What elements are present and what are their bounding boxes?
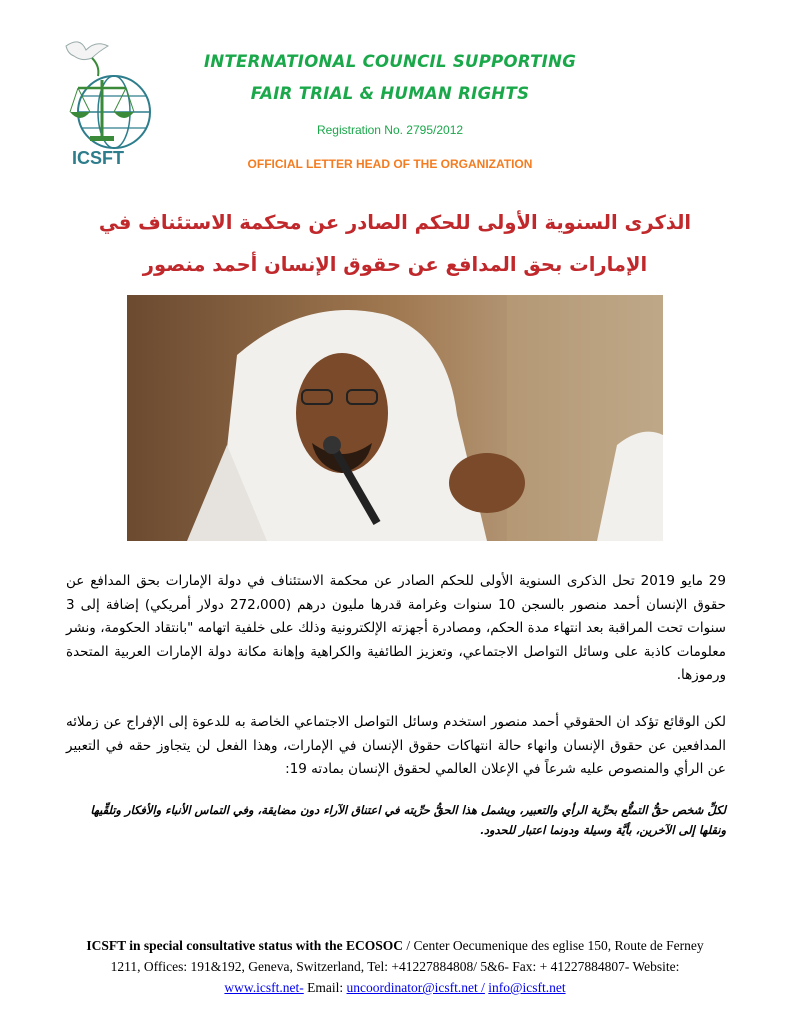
footer: [80, 935, 710, 998]
letterhead-label: OFFICIAL LETTER HEAD OF THE ORGANIZATION: [247, 157, 533, 171]
paragraph-2: لكن الوقائع تؤكد ان الحقوقي أحمد منصور استخدم وسائل التواصل الاجتماعي الخاصة به للدعوة إلى الإفراج عن زملائه المدافعين عن حقوق الإنسان وانهاء حالة انتهاكات حقوق الإنسان في الإمارات، وهذا الفعل لن يتجاوز حقه في التعبير عن الرأي والمنصوص عليه شرعاً في الإعلان العالمي لحقوق الإنسان بمادته 19:: [66, 714, 726, 777]
udhr-article-19-quote: لكلِّ شخص حقُّ التمتُّع بحرِّية الرأي والتعبير، ويشمل هذا الحقُّ حرِّيته في اعتناق الآراء دون مضايقة، وفي التماس الأنباء والأفكار وتلقِّيها ونقلها إلى الآخرين، بأيَّة وسيلة ودونما اعتبار للحدود.: [90, 803, 726, 837]
paragraph-1: 29 مايو 2019 تحل الذكرى السنوية الأولى للحكم الصادر عن محكمة الاستئناف في دولة الإمارات بحق المدافع عن حقوق الإنسان أحمد منصور بالسجن 10 سنوات وغرامة قدرها مليون درهم (272،000 دولار أمريكي) إضافة إلى 3 سنوات تحت المراقبة بعد انتهاء مدة الحكم، ومصادرة أجهزته الإلكترونية وذلك على خلفية اتهامه "بانتقاد الحكومة، ونشر معلومات كاذبة على وسائل التواصل الاجتماعي، وتعزيز الطائفية والكراهية وإهانة مكانة دولة الإمارات العربية المتحدة ورموزها.: [66, 573, 726, 683]
footer-address: / Center Oecumenique des eglise 150, Route de Ferney 1211, Offices: 191&192, Geneva, Switzerland, Tel: +41227884808/ 5&6- Fax: + 41227884807- Website:: [110, 938, 704, 974]
email-link-uncoordinator[interactable]: uncoordinator@icsft.net /: [346, 980, 485, 995]
headline-line2: الإمارات بحق المدافع عن حقوق الإنسان أحمد منصور: [142, 253, 648, 276]
footer-consultative-status: ICSFT in special consultative status with the ECOSOC: [86, 938, 403, 953]
registration-number: Registration No. 2795/2012: [316, 123, 464, 137]
website-link[interactable]: www.icsft.net-: [224, 980, 304, 995]
logo-text: ICSFT: [72, 148, 124, 168]
org-name-line2: FAIR TRIAL & HUMAN RIGHTS: [250, 84, 530, 103]
photo-ahmed-mansoor: [127, 295, 663, 541]
org-name-line1: INTERNATIONAL COUNCIL SUPPORTING: [203, 52, 577, 71]
email-link-info[interactable]: info@icsft.net: [488, 980, 566, 995]
footer-email-label: Email:: [303, 980, 347, 995]
headline-line1: الذكرى السنوية الأولى للحكم الصادر عن محكمة الاستئناف في: [98, 211, 692, 234]
